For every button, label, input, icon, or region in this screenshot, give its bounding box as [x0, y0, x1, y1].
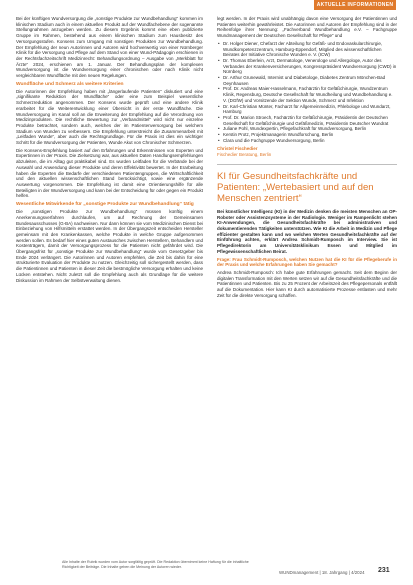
interview-question: Frage: Frau Schmidt-Rumposch, welchen Nutzen hat die KI für die Pflegeberufe in der Praxis und welche Erfahrungen haben Sie gemacht? [217, 256, 397, 268]
paragraph-products: Die „sonstigen Produkte zur Wundbehandlung“ müssen künftig einem Anerkennungsverfahren durchlaufen, um auf Rechnung der Gemeinsamen Bundesausschusses (G-BA) nachweisen. Nur dann können sie vom Medizinischen Dienst bei Einbeziehung von Hilfsmitteln erstattet werden. In der Übergangszeit entscheiden Hersteller gemeinsam mit den Krankenkassen, welche Produkte in welche Gruppe aufgenommen werden sollen. Es bedarf hier eines guten Austausches zwischen Herstellern, Behandlern und Kostenträgern, damit der Versorgungsprozess für die Patienten nicht gefährdet wird. Die Übergangsfrist für „sonstige Produkte zur Wundbehandlung“ wurde vom Gesetzgeber bis Ende 2024 verlängert. Die Autorinnen und Autoren empfehlen, die Zeit bis dahin für eine strukturierte Evaluation der Produkte zu nutzen. Gleichzeitig soll sichergestellt werden, dass die Patientinnen und Patienten in dieser Zeit die bestmögliche Versorgung erhalten und keine Lücken entstehen. Nicht zuletzt soll die Empfehlung auch als Grundlage für die weitere Diskussion im Rahmen der Selbstverwaltung dienen. [16, 209, 203, 283]
author-list [217, 41, 397, 144]
article-title: KI für Gesundheitsfachkräfte und Patienten: „Wertebasiert und auf den Menschen zentriert“ [217, 170, 374, 204]
signature-organization: Fischedier Beratung, Berlin [217, 152, 272, 158]
subheading-products: Wesentliche Mitwirkende für „sonstige Produkte zur Wundbehandlung“ tätig [16, 202, 194, 208]
left-column [16, 16, 203, 285]
section-divider [217, 164, 397, 165]
paragraph-continued: legt werden. In der Praxis wird unabhängig davon eine Versorgung der Patientinnen und Patienten weiterhin gewährleistet. Die Autorinnen und Autoren der Empfehlung sind in der Reihenfolge ihrer Nennung: „Fachverband Wundbehandlung e.V. – Fachgruppe Wundmanagement der Deutschen Gesellschaft für Pflege“ und [217, 16, 397, 39]
signature-name: Christel Fischedier [217, 146, 258, 152]
author-item: • Dr. Thomas Eberlein, Arzt, Dermatologe, Venerologe und Allergologe, Autor des Verbandes der Krankenversicherungen, Kongresspräsident Wundversorgung (CWD) in Nürnberg [223, 58, 397, 75]
article-lead: Bei künstlicher Intelligenz (KI) in der Medizin denken die meisten Menschen an OP-Roboter oder Assistenzsysteme in der Radiologie. Weniger im Rampenlicht stehen KI-Anwendungen, die Gesundheitsfachkräfte bei administrativen und dokumentierenden Tätigkeiten unterstützen. Wie KI die Arbeit in Medizin und Pflege effizienter gestalten kann und wo welchen Werten Gesundheitsfachkräfte auf der Einführung achten, erklärt Andrea Schmidt-Rumposch im Interview. Sie ist Pflegedirektorin am Universitätsklinikum Essen und Mitglied im Pflegewissenschaftlichen Beirat. [217, 208, 397, 254]
author-item: • Dr. Holger Diener, Chefarzt der Abteilung für Gefäß- und Endovaskularchirurgie, Wundkompetenzzentrum, Hamburg-Eppendorf, Mitglied des wissenschaftlichen Beirates der Initiative Chronische Wunden e. V. (ICW) [223, 41, 397, 58]
author-item: • Prof. Dr. Andreas Maier-Hasselmann, Fachärztin für Gefäßchirurgie, Wundzentrum Klinik, Regensburg, Deutsche Gesellschaft für Wundheilung und Wundbehandlung e. V. (DGfW) und Vorsitzende der Sektion Wunde, Schmerz und Infektion [223, 86, 397, 103]
subheading-wound-area: Wundfläche und Schmerz als weitere Kriterien [16, 81, 124, 87]
author-item: • Juliane Pohl, Wundexpertin, Pflegefachkraft für Wundversorgung, Berlin [223, 126, 397, 132]
right-column [217, 16, 397, 300]
section-tab: AKTUELLE INFORMATIONEN [314, 0, 396, 10]
intro-paragraph: Bei der künftigen Wundversorgung die „sonstige Produkte zur Wundbehandlung" kommen im klinischen Stadium auch in einem aktuellen Produkt auf der Wundfachebene der sogenannte Stellungnahmen anzugeben werden. Zu diesem Ergebnis kommt eine eben publizierte Gruppe im Rahmen, bestehend aus einem klinischen Stadium zum Hausbesitz des Versorgungsstufen. Konsens zum Umgang mit sonstigen Produkten zur Wundbehandlung. Der Empfehlung der neun Autorinnen und Autoren wird hochverwertig von einer Nürnberger Klinik für die Versorgung und Pflege auf dem Stand von einer Wund-Pädagogin erschienen in der Rechtsfachzeitschrift Medizinrecht: Behandlungsordnung – Ausgabe von „Merkblatt für Ärzte“ 2024, erschienen am 1. Januar. Der Behandlungsplan der komplexen Wundversorgung ist die Wundversorgung einer chronischen oder nach Klinik nicht vergleichbaren Wundfläche mit den neuen Regelungen. [16, 16, 203, 79]
paragraph-wound-area: Die Autorinnen der Empfehlung haben mit „längerlaufende Patienten“ diskutiert und eine „signifikante Reduktion der Wundfläche“ oder eine zum Beispiel wesentliche Schmerzreduktion angenommen. Der Konsens wurde geprüft und eine andere Klinik erarbeitet für die Weiterentwicklung einer Übersicht in der erste Wundfläche. Die Wundversorgung im Kanal soll an die Erweiterung der Empfehlung auf die Verordnung von Medizinprodukten. Die rechtliche Bewertung zur „Verbandmittel“ wird nicht nur einzelne Produkte betrachtet, sondern auch, welches der im Patientenversorgung bei welchem Stadium von Wunden zu verbessern. Die Empfehlung unterstreicht die Zusammenarbeit mit „Leitfaden Wunde“, aber auch die Rechtsgrundlage. Für die Praxis ist dies ein wichtiger Schritt für die Wundversorgung der Patienten, Wunde Akut von Chronischer Schmerzen. [16, 88, 203, 146]
footer-journal: WUNDmanagement | 18. Jahrgang | 4/2024 [279, 570, 365, 575]
paragraph-consensus: Die Konsens-Empfehlung basiert auf den Erfahrungen und Erkenntnissen von Experten und Expertinnen in der Praxis. Die Zielsetzung war, aus aktuellen Daten Handlungsempfehlungen abzuleiten, die im Alltag gut praktikabel sind. Es wurden Leitfaden für die Verbände bei der Auswahl und Anwendung dieser Produkte und deren Effektivität bewertet. In der Erarbeitung haben die Experten die Bedarfe der verschiedenen Patientengruppen, die Wirtschaftlichkeit und den aktuellen wissenschaftlichen Stand berücksichtigt, sowie eine ergänzende Auswertung vorgenommen. Die Empfehlung ist damit eine Orientierungshilfe für alle Beteiligten in der Wundversorgung und kann bei der Entscheidung für oder gegen ein Produkt helfen. [16, 147, 203, 199]
author-item: • Prof. Dr. Marion Stroech, Fachärztin für Gefäßchirurgie, Präsidentin der Deutschen Gesellschaft für Gefäßchirurgie und Gefäßmedizin, Präsidentin Deutscher Wundrat [223, 115, 397, 126]
author-item: • Clara und die Fachgruppe Wundversorgung, Berlin [223, 138, 397, 144]
author-item: • Kerstin Protz, Projektmanagerin Wundforschung, Berlin [223, 132, 397, 138]
author-item: • Dr. Karl-Christian Münter, Facharzt für Allgemeinmedizin, Phlebologe und Wundarzt, Hamburg [223, 104, 397, 115]
page-number: 231 [378, 567, 390, 574]
footer-disclaimer: Alle Inhalte der Rubrik wurden vom Autor sorgfältig geprüft. Die Redaktion übernimmt keine Haftung für die inhaltliche Richtigkeit der Beiträge. Die Inhalte geben die Meinung der Autoren wieder. [62, 560, 249, 569]
author-item: • Dr. Arthur Grunewald, Internist und Diabetologe, Diabetes Zentrum Mönchen-Bad Oeynhausen [223, 75, 397, 86]
interview-answer: Andrea Schmidt-Rumposch: Ich habe gute Erfahrungen gemacht. Seit dem Beginn der digitalen Transformation mit den Werten setzen wir auf die Gesundheitsfachkräfte und die Patientinnen und Patienten. Bis zu 25 Prozent der Arbeitszeit des Pflegepersonals entfällt auf die Dokumentation. Hier kann KI durch automatisierte Prozesse entlasten und mehr Zeit für die direkte Versorgung schaffen. [217, 269, 397, 298]
